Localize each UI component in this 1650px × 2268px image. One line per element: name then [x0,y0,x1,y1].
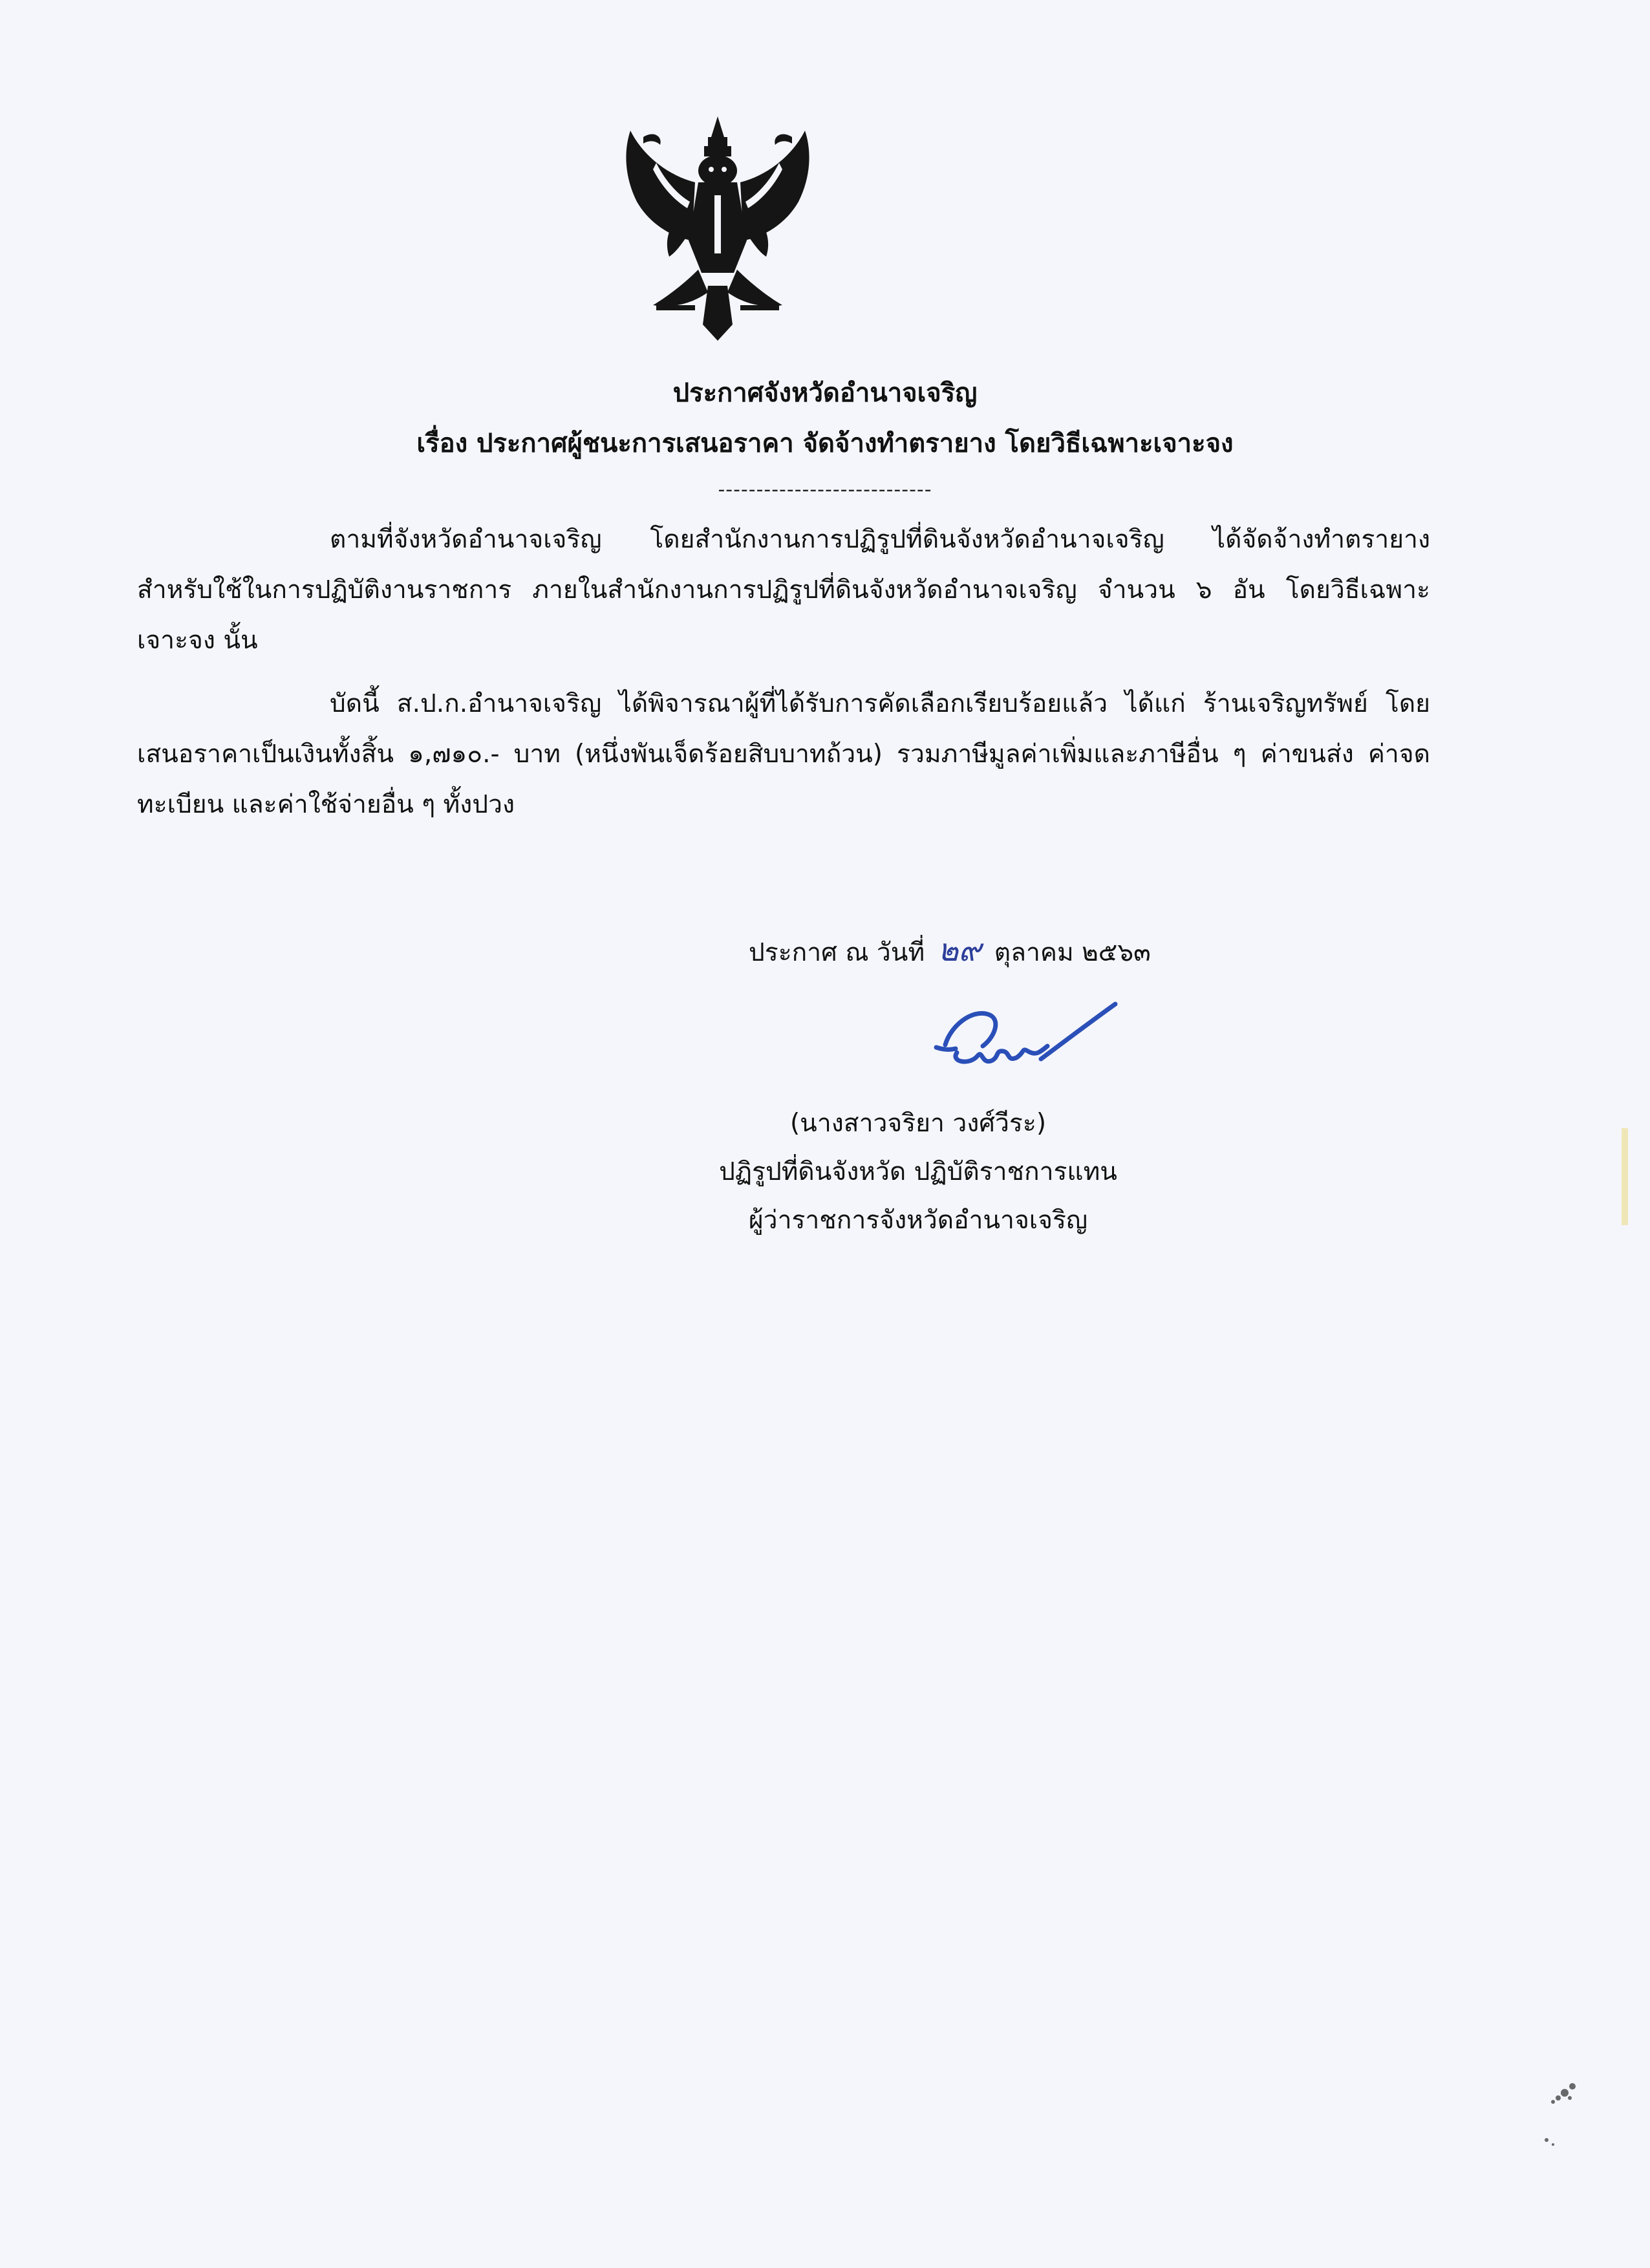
handwritten-day: ๒๙ [938,932,981,968]
ink-smudge [1534,2079,1592,2156]
signer-acting-for: ผู้ว่าราชการจังหวัดอำนาจเจริญ [748,1206,1088,1235]
announcement-date [749,931,1151,972]
signer-name: (นางสาวจริยา วงศ์วีระ) [789,1109,1047,1138]
date-month-year: ตุลาคม ๒๕๖๓ [994,938,1151,967]
document-title: ประกาศจังหวัดอำนาจเจริญ [672,378,978,408]
paragraph-1: ตามที่จังหวัดอำนาจเจริญ โดยสำนักงานการปฏิรูปที่ดินจังหวัดอำนาจเจริญ ได้จัดจ้างทำตรายาง สำหรับใช้ในการปฏิบัติงานราชการ ภายในสำนักงานการปฏิรูปที่ดินจังหวัดอำนาจเจริญ จำนวน ๖ อัน โดยวิธีเฉพาะเจาะจง นั้น [137,525,1430,655]
paper-edge-mark [1622,1128,1628,1225]
paragraph-1-block [137,515,1430,666]
garuda-emblem-icon [617,111,818,344]
divider-line: ---------------------------- [718,478,932,501]
signer-position: ปฏิรูปที่ดินจังหวัด ปฏิบัติราชการแทน [719,1157,1117,1186]
document-subject: เรื่อง ประกาศผู้ชนะการเสนอราคา จัดจ้างทำตรายาง โดยวิธีเฉพาะเจาะจง [416,429,1234,458]
handwritten-signature [931,988,1125,1078]
date-prefix: ประกาศ ณ วันที่ [749,938,925,967]
paragraph-2-block [137,679,1430,830]
paragraph-2: บัดนี้ ส.ป.ก.อำนาจเจริญ ได้พิจารณาผู้ที่ได้รับการคัดเลือกเรียบร้อยแล้ว ได้แก่ ร้านเจริญทรัพย์ โดยเสนอราคาเป็นเงินทั้งสิ้น ๑,๗๑๐.- บาท (หนึ่งพันเจ็ดร้อยสิบบาทถ้วน) รวมภาษีมูลค่าเพิ่มและภาษีอื่น ๆ ค่าขนส่ง ค่าจดทะเบียน และค่าใช้จ่ายอื่น ๆ ทั้งปวง [137,689,1430,819]
